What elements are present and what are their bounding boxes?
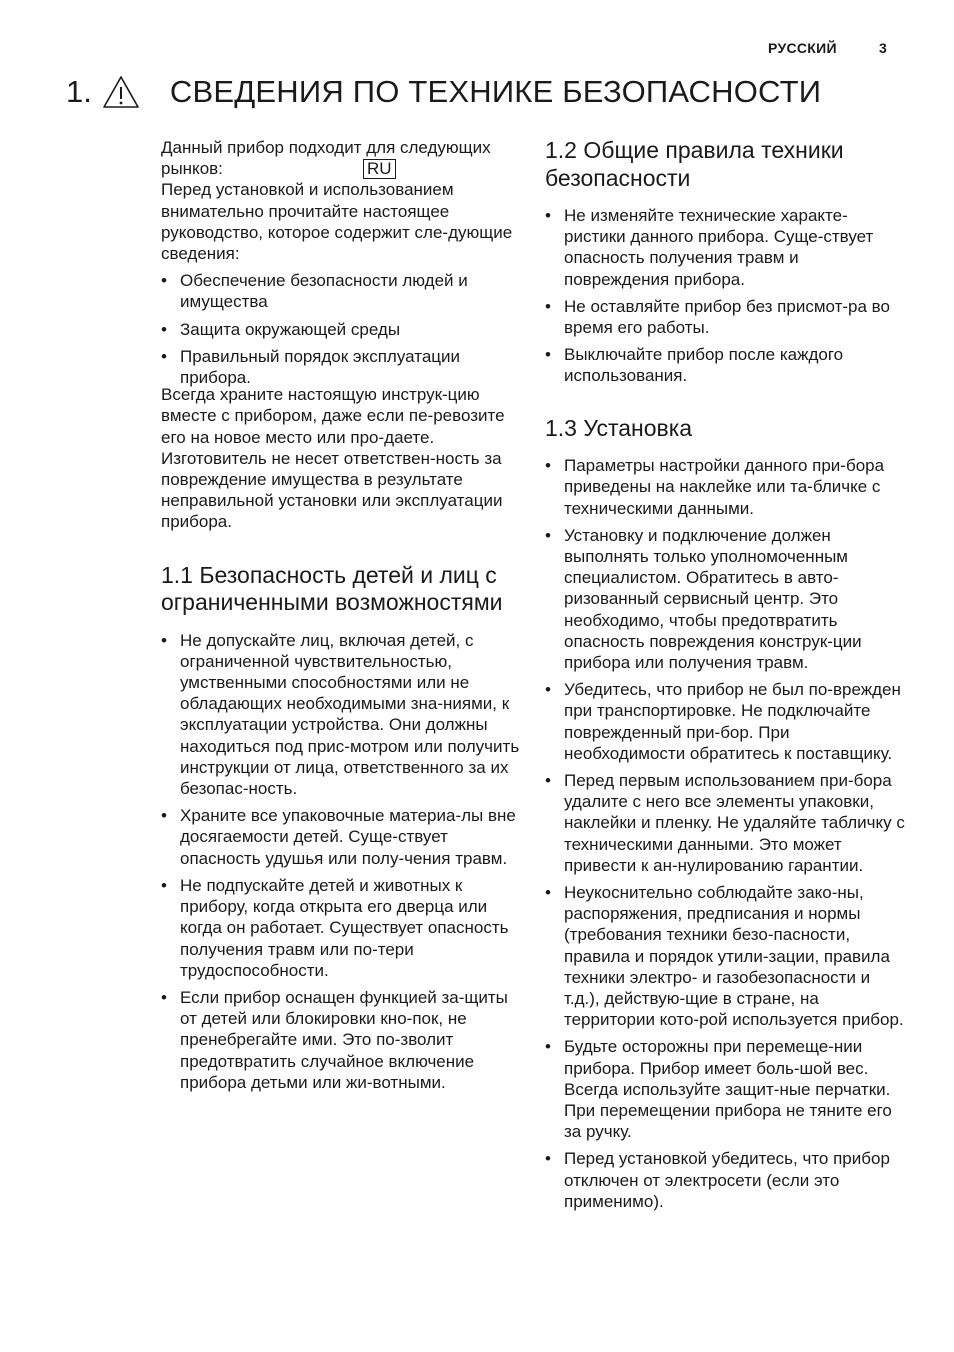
warning-triangle-icon	[102, 75, 140, 109]
section-title: Общие правила техники безопасности	[545, 137, 844, 191]
section-1-3-list	[545, 455, 905, 1212]
list-item: • Установку и подключение должен выполнять только уполномоченным специалистом. Обратитесь в авто-ризованный сервисный центр. Это необходимо, чтобы предотвратить опасность повреждения конструк-ции прибора или получения травм.	[545, 525, 905, 673]
list-item: • Перед первым использованием при-бора удалите с него все элементы упаковки, наклейки и пленку. Не удаляйте табличку с техническими данными. Это может привести к ан-нулированию гарантии.	[545, 770, 905, 876]
left-column	[161, 137, 521, 1099]
list-item: • Выключайте прибор после каждого использования.	[545, 344, 905, 386]
section-1-2-list	[545, 205, 905, 387]
intro-keep-text: Всегда храните настоящую инструк-цию вместе с прибором, даже если пе-ревозите его на новое место или про-даете.	[161, 385, 505, 447]
market-line	[161, 137, 521, 179]
intro-block	[161, 137, 521, 533]
list-item: • Не изменяйте технические характе-ристики данного прибора. Суще-ствует опасность получения травм и повреждения прибора.	[545, 205, 905, 290]
section-number: 1.2	[545, 137, 577, 163]
list-item: • Храните все упаковочные материа-лы вне досягаемости детей. Суще-ствует опасность удушья или полу-чения травм.	[161, 805, 521, 869]
section-title: Безопасность детей и лиц с ограниченными возможностями	[161, 561, 503, 616]
list-item: • Если прибор оснащен функцией за-щиты от детей или блокировки кно-пок, не пренебрегайте ими. Это по-зволит предотвратить случайное включение прибора детьми или жи-вотными.	[161, 987, 521, 1093]
page-number: 3	[879, 40, 887, 56]
list-item: • Не оставляйте прибор без присмот-ра во время его работы.	[545, 296, 905, 338]
list-item: • Будьте осторожны при перемеще-нии прибора. Прибор имеет боль-шой вес. Всегда используйте защит-ные перчатки. При перемещении прибора не тяните его за ручку.	[545, 1036, 905, 1142]
right-column	[545, 137, 905, 1218]
list-item: • Не допускайте лиц, включая детей, с ограниченной чувствительностью, умственными способностями или не обладающих необходимыми зна-ниями, к эксплуатации устройства. Они должны находиться под прис-мотром или получить инструкции от лица, ответственного за их безопас-ность.	[161, 630, 521, 800]
list-item: • Параметры настройки данного при-бора приведены на наклейке или та-бличке с техническими данными.	[545, 455, 905, 519]
section-1-2-heading	[545, 137, 905, 192]
intro-liability-text: Изготовитель не несет ответствен-ность за повреждение имущества в результате неправильной установки или эксплуатации прибора.	[161, 448, 503, 532]
chapter-title: СВЕДЕНИЯ ПО ТЕХНИКЕ БЕЗОПАСНОСТИ	[169, 74, 822, 109]
list-item: • Перед установкой убедитесь, что прибор отключен от электросети (если это применимо).	[545, 1148, 905, 1212]
market-label: Данный прибор подходит для следующих рынков:	[161, 138, 491, 179]
section-1-3-heading	[545, 415, 905, 443]
section-1-1-heading	[161, 562, 521, 617]
intro-list	[161, 270, 521, 388]
market-code-badge: RU	[363, 159, 396, 179]
page-language-label: РУССКИЙ	[768, 40, 837, 56]
section-number: 1.3	[545, 414, 577, 441]
chapter-number: 1.	[66, 74, 92, 109]
section-title: Установка	[583, 414, 693, 441]
list-item: • Неукоснительно соблюдайте зако-ны, распоряжения, предписания и нормы (требования техники безо-пасности, правила и порядок утили-зации, правила техники электро- и газобезопасности и т.д.), действую-щие в стране, на территории кото-рой используется прибор.	[545, 882, 905, 1030]
list-item: • Не подпускайте детей и животных к прибору, когда открыта его дверца или когда он работает. Существует опасность получения травм или по-тери трудоспособности.	[161, 875, 521, 981]
list-item: • Правильный порядок эксплуатации прибора.	[161, 346, 521, 388]
spacer	[545, 393, 905, 415]
chapter-heading	[66, 70, 821, 114]
list-item: • Убедитесь, что прибор не был по-врежден при транспортировке. Не подключайте поврежденный при-бор. При необходимости обратитесь к поставщику.	[545, 679, 905, 764]
list-item: • Защита окружающей среды	[161, 319, 521, 340]
list-item: • Обеспечение безопасности людей и имущества	[161, 270, 521, 312]
section-number: 1.1	[161, 561, 193, 588]
intro-read-text: Перед установкой и использованием внимательно прочитайте настоящее руководство, которое содержит сле-дующие сведения:	[161, 180, 513, 264]
section-1-1-list	[161, 630, 521, 1093]
spacer	[161, 533, 521, 562]
